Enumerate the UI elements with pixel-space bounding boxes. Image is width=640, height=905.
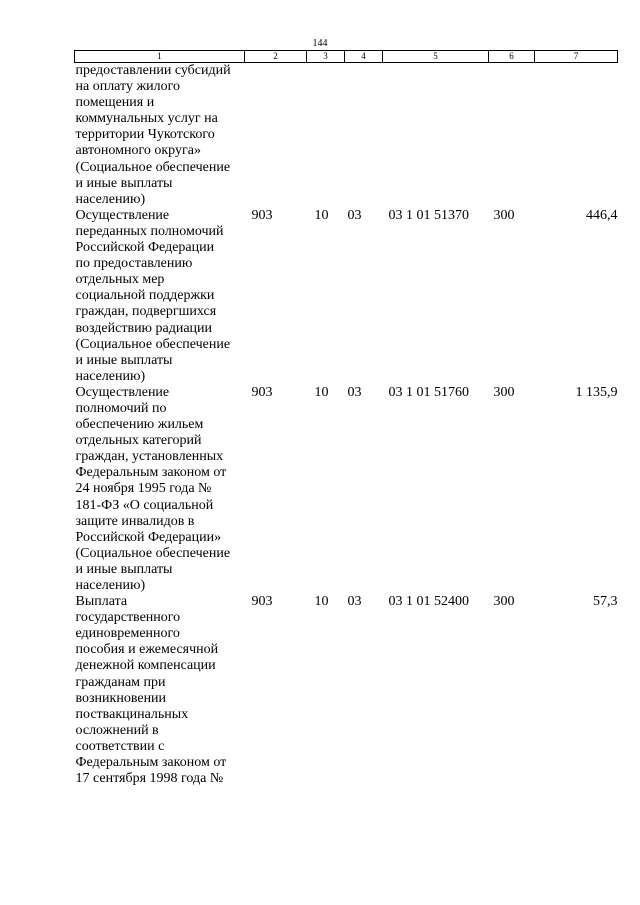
row-admin-code xyxy=(245,63,307,208)
row-subsection: 03 xyxy=(347,207,362,223)
row-admin-code: 903 xyxy=(251,207,273,223)
row-description: Осуществление переданных полномочий Российской Федерации по предоставлению отдельных мер социальной поддержки граждан, подвергшихся воздействию радиации (Социальное обеспечение и иные выплаты населению) xyxy=(75,207,231,384)
row-subsection: 03 xyxy=(347,384,362,400)
row-description: предоставлении субсидий на оплату жилого помещения и коммунальных услуг на территории Чукотского автономного округа» (Социальное обеспечение и иные выплаты населению) xyxy=(75,63,231,207)
row-section: 10 xyxy=(314,207,329,223)
row-subsection xyxy=(345,63,383,208)
table-row xyxy=(75,63,618,208)
column-header-2: 2 xyxy=(245,51,307,63)
column-header-6: 6 xyxy=(489,51,535,63)
table-row xyxy=(75,385,618,594)
row-target-article: 03 1 01 51370 xyxy=(388,207,469,223)
row-description: Осуществление полномочий по обеспечению жильем отдельных категорий граждан, установленных Федеральным законом от 24 ноября 1995 года № 181-ФЗ «О социальной защите инвалидов в Российской Федерации» (Социальное обеспечение и иные выплаты населению) xyxy=(75,384,231,593)
row-target-article: 03 1 01 51760 xyxy=(388,384,469,400)
row-admin-code: 903 xyxy=(251,384,273,400)
table-row xyxy=(75,594,618,787)
row-target-article xyxy=(383,63,489,208)
row-amount: 57,3 xyxy=(593,594,618,610)
column-header-4: 4 xyxy=(345,51,383,63)
column-header-7: 7 xyxy=(535,51,618,63)
column-header-5: 5 xyxy=(383,51,489,63)
table-row xyxy=(75,208,618,385)
row-amount: 446,4 xyxy=(586,207,618,223)
row-subsection: 03 xyxy=(347,594,362,610)
row-section xyxy=(307,63,345,208)
row-section: 10 xyxy=(314,384,329,400)
page-number: 144 xyxy=(312,38,328,49)
row-target-article: 03 1 01 52400 xyxy=(388,594,469,610)
row-expense-type: 300 xyxy=(493,207,515,223)
column-header-3: 3 xyxy=(307,51,345,63)
row-amount: 1 135,9 xyxy=(575,384,618,400)
row-expense-type: 300 xyxy=(493,384,515,400)
row-admin-code: 903 xyxy=(251,594,273,610)
column-header-1: 1 xyxy=(75,51,245,63)
column-number-row xyxy=(75,51,618,63)
row-section: 10 xyxy=(314,594,329,610)
row-expense-type: 300 xyxy=(493,594,515,610)
row-amount xyxy=(535,63,618,208)
row-expense-type xyxy=(489,63,535,208)
budget-table xyxy=(74,50,618,787)
row-description: Выплата государственного единовременного пособия и ежемесячной денежной компенсации гражданам при возникновении поствакцинальных осложнений в соответствии с Федеральным законом от 17 сентября 1998 года № xyxy=(75,594,227,787)
